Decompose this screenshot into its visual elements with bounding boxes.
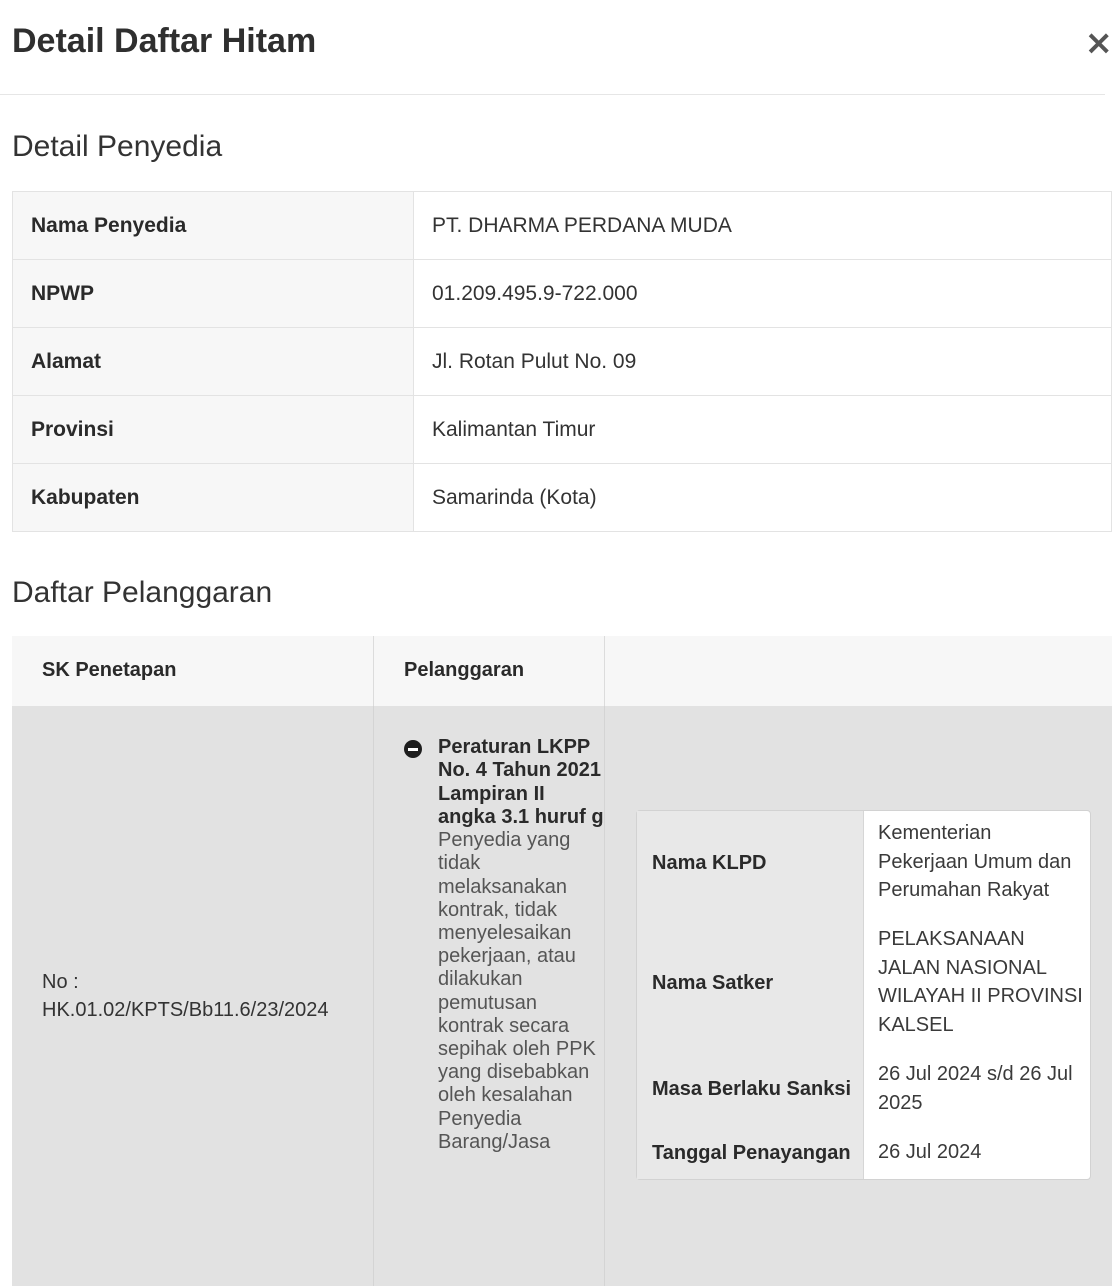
row-value: Kalimantan Timur	[414, 396, 1112, 464]
sk-penetapan-value: No : HK.01.02/KPTS/Bb11.6/23/2024	[42, 968, 362, 1024]
modal-title: Detail Daftar Hitam	[12, 22, 316, 61]
info-value-tanggal-penayangan: 26 Jul 2024	[878, 1138, 1083, 1167]
info-label-masa-berlaku: Masa Berlaku Sanksi	[652, 1078, 851, 1101]
sanksi-info-box	[636, 810, 1091, 1180]
row-value: Samarinda (Kota)	[414, 464, 1112, 532]
table-row	[12, 706, 1112, 1286]
info-label-nama-klpd: Nama KLPD	[652, 852, 766, 875]
column-header-pelanggaran: Pelanggaran	[404, 659, 524, 682]
section-title-detail-penyedia: Detail Penyedia	[12, 130, 222, 164]
table-header	[12, 636, 1112, 706]
section-title-daftar-pelanggaran: Daftar Pelanggaran	[12, 576, 272, 610]
row-value: 01.209.495.9-722.000	[414, 260, 1112, 328]
table-row	[13, 396, 1112, 464]
detail-penyedia-table	[12, 191, 1112, 532]
pelanggaran-cell	[404, 736, 604, 1154]
column-header-sk-penetapan: SK Penetapan	[42, 659, 176, 682]
minus-circle-icon[interactable]	[404, 740, 422, 758]
pelanggaran-table	[12, 636, 1112, 1286]
row-label: Provinsi	[13, 396, 414, 464]
row-label: NPWP	[13, 260, 414, 328]
table-row	[13, 192, 1112, 260]
table-row	[13, 328, 1112, 396]
table-row	[13, 464, 1112, 532]
close-button[interactable]: ×	[1085, 26, 1113, 60]
info-label-tanggal-penayangan: Tanggal Penayangan	[652, 1142, 851, 1165]
row-value: PT. DHARMA PERDANA MUDA	[414, 192, 1112, 260]
info-label-nama-satker: Nama Satker	[652, 972, 773, 995]
info-value-nama-satker: PELAKSANAAN JALAN NASIONAL WILAYAH II PROVINSI KALSEL	[878, 925, 1083, 1040]
pelanggaran-description: Penyedia yang tidak melaksanakan kontrak, tidak menyelesaikan pekerjaan, atau dilakukan pemutusan kontrak secara sepihak oleh PPK yang disebabkan oleh kesalahan Penyedia Barang/Jasa	[438, 829, 604, 1154]
pelanggaran-title: Peraturan LKPP No. 4 Tahun 2021 Lampiran II angka 3.1 huruf g	[438, 736, 604, 829]
row-value: Jl. Rotan Pulut No. 09	[414, 328, 1112, 396]
modal-header	[0, 0, 1105, 95]
row-label: Nama Penyedia	[13, 192, 414, 260]
table-row	[13, 260, 1112, 328]
row-label: Kabupaten	[13, 464, 414, 532]
row-label: Alamat	[13, 328, 414, 396]
info-value-masa-berlaku: 26 Jul 2024 s/d 26 Jul 2025	[878, 1060, 1083, 1117]
info-value-nama-klpd: Kementerian Pekerjaan Umum dan Perumahan Rakyat	[878, 819, 1083, 905]
